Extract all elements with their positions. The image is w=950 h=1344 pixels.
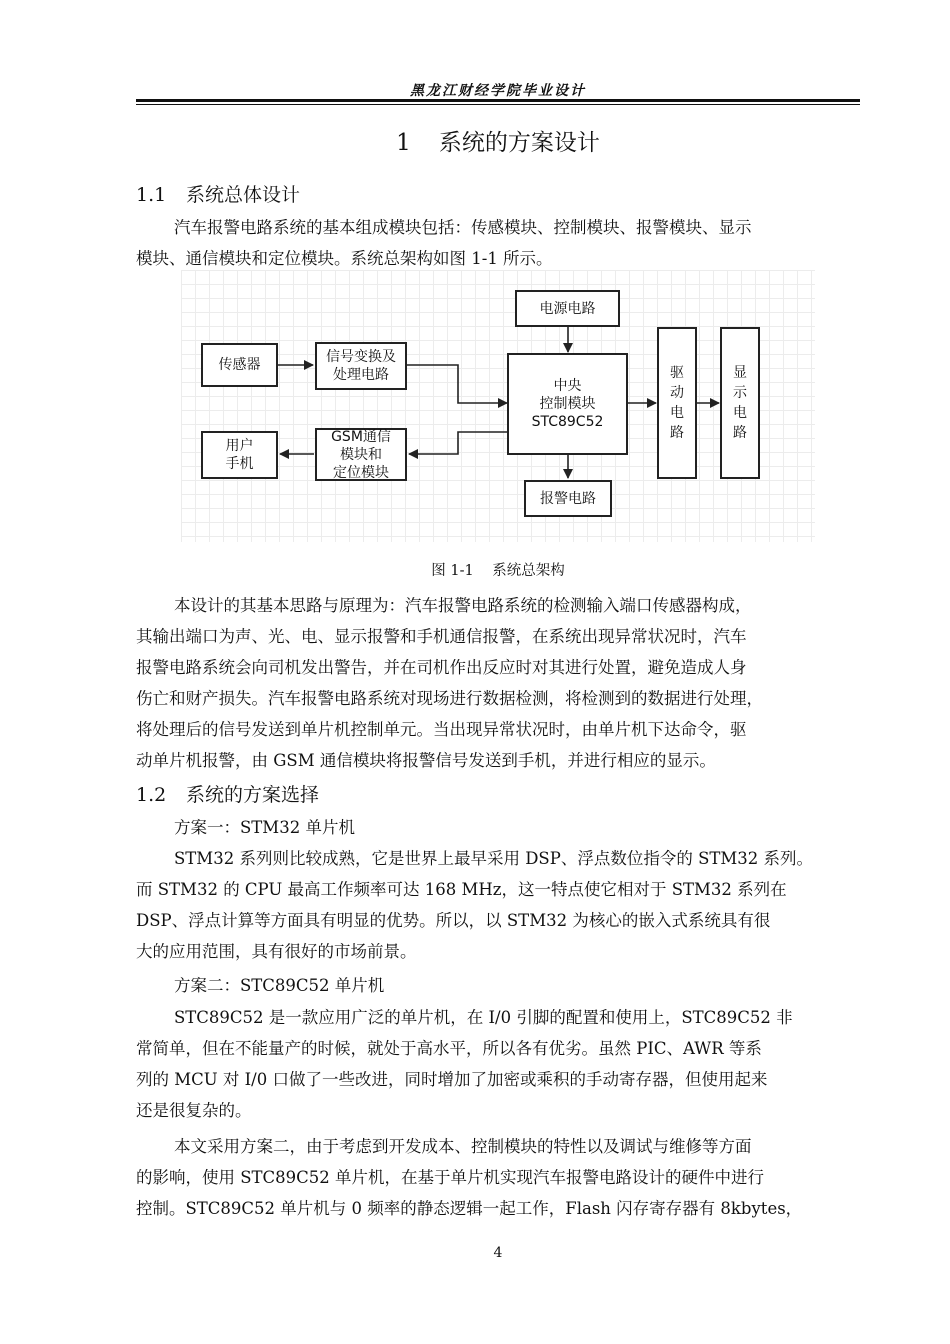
signal-processing-box [315, 342, 407, 390]
gsm-label-line: 定位模块 [332, 464, 389, 481]
sensor-box [201, 343, 278, 387]
chapter-heading: 系统的方案设计 [438, 130, 600, 156]
signal-label-line: 处理电路 [333, 367, 389, 383]
text-line: 动单片机报警，由 GSM 通信模块将报警信号发送到手机，并进行相应的显示。 [136, 751, 716, 770]
text-line: 方案一：STM32 单片机 [174, 818, 355, 837]
text-line: 的影响，使用 STC89C52 单片机，在基于单片机实现汽车报警电路设计的硬件中进行 [136, 1168, 765, 1187]
option2-paragraph [136, 1002, 860, 1126]
page-number: 4 [493, 1245, 503, 1261]
running-header: 黑龙江财经学院毕业设计 [410, 83, 586, 99]
intro-paragraph [136, 212, 860, 274]
option1-title [136, 812, 860, 843]
text-line: 本设计的其基本思路与原理为：汽车报警电路系统的检测输入端口传感器构成， [174, 596, 752, 615]
gsm-module-box [315, 428, 407, 481]
text-line: 还是很复杂的。 [136, 1101, 252, 1120]
figure-caption: 图 1-1 系统总架构 [431, 563, 565, 579]
text-line: 将处理后的信号发送到单片机控制单元。当出现异常状况时，由单片机下达命令，驱 [136, 720, 747, 739]
section-number: 1.2 [136, 784, 167, 806]
text-line: 报警电路系统会向司机发出警告，并在司机作出反应时对其进行处置，避免造成人身 [136, 658, 747, 677]
text-line: 汽车报警电路系统的基本组成模块包括：传感模块、控制模块、报警模块、显示 [174, 218, 752, 237]
option1-paragraph [136, 843, 860, 967]
user-phone-box [201, 431, 278, 479]
text-line: STM32 系列则比较成熟，它是世界上最早采用 DSP、浮点数位指令的 STM32 系列。 [174, 849, 814, 868]
text-line: 其输出端口为声、光、电、显示报警和手机通信报警，在系统出现异常状况时，汽车 [136, 627, 747, 646]
text-line: 伤亡和财产损失。汽车报警电路系统对现场进行数据检测，将检测到的数据进行处理， [136, 689, 763, 708]
text-line: 方案二：STC89C52 单片机 [174, 976, 385, 995]
text-line: 模块、通信模块和定位模块。系统总架构如图 1-1 所示。 [136, 249, 553, 268]
center-label-line: 控制模块 [539, 396, 596, 412]
gsm-label-line: 模块和 [339, 446, 382, 463]
display-label: 显示电路 [733, 365, 747, 441]
text-line: 本文采用方案二，由于考虑到开发成本、控制模块的特性以及调试与维修等方面 [174, 1137, 752, 1156]
conclusion-paragraph [136, 1131, 860, 1224]
text-line: DSP、浮点计算等方面具有明显的优势。所以，以 STM32 为核心的嵌入式系统具有很 [136, 911, 771, 930]
chapter-number: 1 [396, 130, 411, 156]
chapter-title [136, 124, 860, 157]
section-heading-1-1 [136, 180, 300, 207]
signal-label-line: 信号变换及 [326, 349, 396, 365]
drive-label: 驱动电路 [670, 365, 684, 441]
arrow-center-to-gsm [409, 432, 507, 454]
display-circuit-box [720, 327, 760, 479]
section-heading-1-2 [136, 780, 319, 807]
drive-circuit-box [657, 327, 697, 479]
text-line: 而 STM32 的 CPU 最高工作频率可达 168 MHz，这一特点使它相对于 STM32 系列在 [136, 880, 787, 899]
alarm-circuit-box [524, 480, 612, 517]
system-architecture-diagram [181, 270, 815, 542]
center-label-line: 中央 [553, 378, 582, 394]
text-line: 控制。STC89C52 单片机与 0 频率的静态逻辑一起工作，Flash 闪存寄存器有 8kbytes， [136, 1199, 803, 1218]
option2-title [136, 970, 860, 1001]
header-rule-thin [136, 104, 860, 105]
section-title: 系统的方案选择 [186, 784, 320, 806]
user-label-line: 用户 [225, 438, 254, 454]
power-label: 电源电路 [539, 300, 596, 317]
text-line: STC89C52 是一款应用广泛的单片机，在 I/0 引脚的配置和使用上，STC89C52 非 [174, 1008, 793, 1027]
principle-paragraph [136, 590, 860, 776]
alarm-label: 报警电路 [540, 490, 596, 507]
power-circuit-box [515, 290, 620, 327]
gsm-label-line: GSM通信 [331, 428, 391, 445]
section-title: 系统总体设计 [186, 184, 301, 206]
text-line: 大的应用范围，具有很好的市场前景。 [136, 942, 417, 961]
section-number: 1.1 [136, 184, 167, 206]
central-control-box [507, 353, 628, 455]
text-line: 常简单，但在不能量产的时候，就处于高水平，所以各有优劣。虽然 PIC、AWR 等系 [136, 1039, 762, 1058]
user-label-line: 手机 [225, 456, 254, 472]
header-rule-thick [136, 99, 860, 102]
sensor-label: 传感器 [218, 357, 261, 373]
arrow-signal-to-center [407, 365, 507, 403]
text-line: 列的 MCU 对 I/0 口做了一些改进，同时增加了加密或乘积的手动寄存器，但使用起来 [136, 1070, 768, 1089]
center-label-line: STC89C52 [531, 414, 604, 430]
